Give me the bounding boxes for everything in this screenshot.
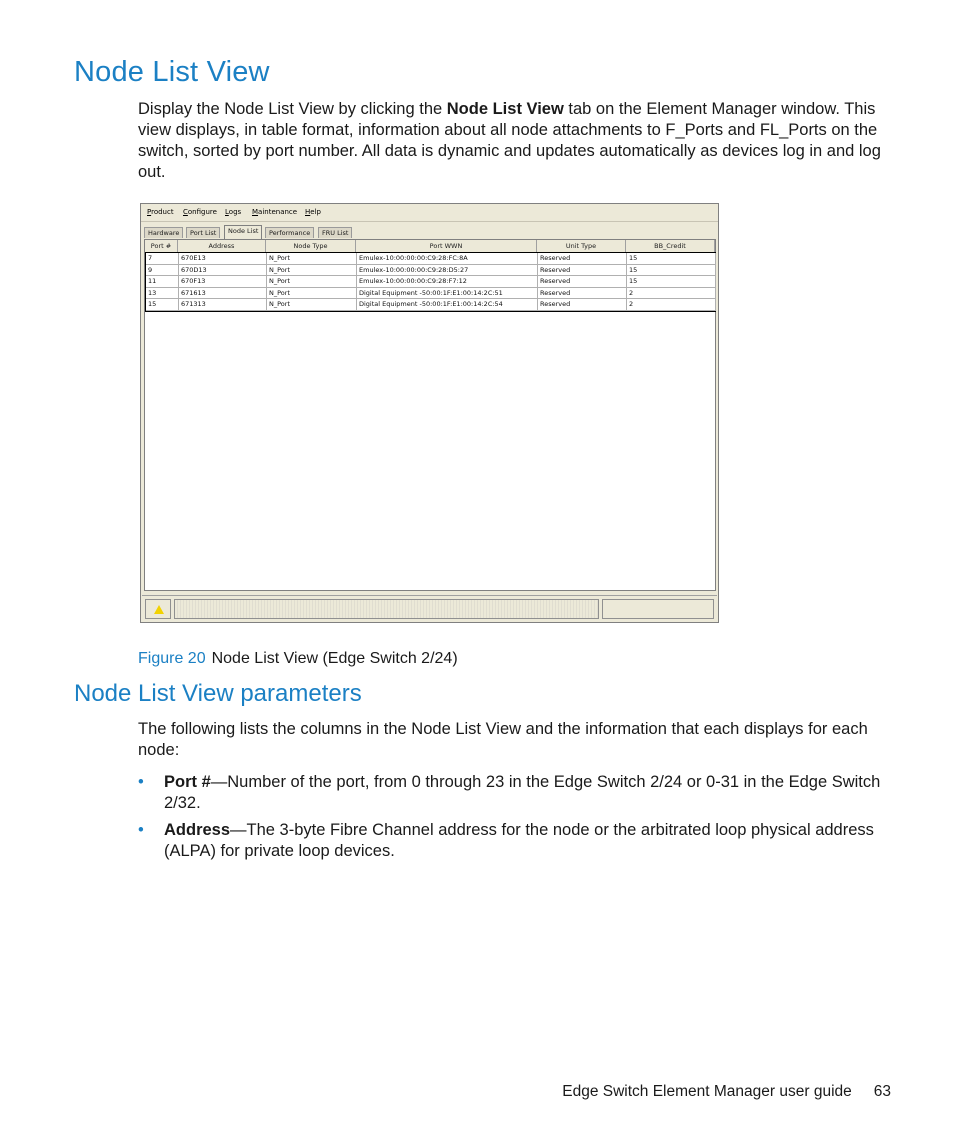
list-item-term: Address bbox=[164, 821, 231, 839]
column-header-port[interactable]: Port # bbox=[145, 240, 178, 252]
menu-configure[interactable]: Configure bbox=[183, 208, 217, 216]
intro-text-post: tab on the Element Manager window. This view displays, in table format, information about all node attachments to F_Ports and FL_Ports on the switch, sorted by port number. All data is dynamic and updates automatically as devices log in and log out. bbox=[138, 100, 881, 181]
menu-maintenance[interactable]: Maintenance bbox=[252, 208, 298, 216]
cell-node-type: N_Port bbox=[267, 265, 357, 276]
cell-address: 671613 bbox=[179, 288, 267, 299]
cell-bb-credit: 15 bbox=[627, 265, 716, 276]
tab-performance[interactable]: Performance bbox=[265, 227, 314, 238]
status-bar bbox=[142, 595, 717, 622]
page-number: 63 bbox=[873, 1083, 891, 1100]
list-item-body bbox=[164, 820, 894, 862]
cell-port-wwn: Emulex-10:00:00:00:C9:28:FC:8A bbox=[357, 253, 538, 264]
status-message-field bbox=[174, 599, 599, 619]
tab-port-list[interactable]: Port List bbox=[186, 227, 220, 238]
cell-unit-type: Reserved bbox=[538, 288, 627, 299]
list-item-body bbox=[164, 772, 894, 814]
cell-node-type: N_Port bbox=[267, 288, 357, 299]
section-heading: Node List View parameters bbox=[74, 680, 362, 707]
table-body bbox=[145, 252, 716, 312]
cell-node-type: N_Port bbox=[267, 253, 357, 264]
page-heading: Node List View bbox=[74, 56, 270, 88]
cell-bb-credit: 15 bbox=[627, 253, 716, 264]
column-header-port-wwn[interactable]: Port WWN bbox=[356, 240, 537, 252]
column-header-bb-credit[interactable]: BB_Credit bbox=[626, 240, 715, 252]
bullet-marker: • bbox=[138, 773, 144, 791]
menu-bar bbox=[141, 204, 718, 222]
cell-unit-type: Reserved bbox=[538, 265, 627, 276]
footer-title: Edge Switch Element Manager user guide bbox=[562, 1083, 852, 1100]
menu-help[interactable]: Help bbox=[305, 208, 321, 216]
intro-bold: Node List View bbox=[446, 100, 564, 118]
cell-port-wwn: Emulex-10:00:00:00:C9:28:D5:27 bbox=[357, 265, 538, 276]
cell-address: 670E13 bbox=[179, 253, 267, 264]
cell-port: 9 bbox=[146, 265, 179, 276]
params-intro: The following lists the columns in the Node List View and the information that each displays for each node: bbox=[138, 720, 868, 759]
cell-port-wwn: Digital Equipment -50:00:1F:E1:00:14:2C:54 bbox=[357, 299, 538, 310]
cell-unit-type: Reserved bbox=[538, 253, 627, 264]
intro-paragraph bbox=[138, 99, 898, 183]
cell-address: 671313 bbox=[179, 299, 267, 310]
cell-bb-credit: 2 bbox=[627, 288, 716, 299]
cell-port-wwn: Digital Equipment -50:00:1F:E1:00:14:2C:51 bbox=[357, 288, 538, 299]
cell-node-type: N_Port bbox=[267, 299, 357, 310]
list-item-text: —Number of the port, from 0 through 23 in the Edge Switch 2/24 or 0-31 in the Edge Switch 2/32. bbox=[164, 773, 881, 812]
tab-node-list[interactable]: Node List bbox=[224, 225, 262, 239]
cell-unit-type: Reserved bbox=[538, 276, 627, 287]
list-item-term: Port # bbox=[164, 773, 211, 791]
cell-port: 7 bbox=[146, 253, 179, 264]
figure-number: Figure 20 bbox=[138, 650, 206, 667]
page-footer bbox=[562, 1083, 891, 1101]
cell-bb-credit: 2 bbox=[627, 299, 716, 310]
cell-port: 15 bbox=[146, 299, 179, 310]
column-header-node-type[interactable]: Node Type bbox=[266, 240, 356, 252]
cell-node-type: N_Port bbox=[267, 276, 357, 287]
status-warning-box[interactable] bbox=[145, 599, 171, 619]
table-row[interactable] bbox=[146, 288, 716, 300]
cell-port: 13 bbox=[146, 288, 179, 299]
menu-logs[interactable]: Logs bbox=[225, 208, 242, 216]
node-list-pane bbox=[144, 239, 716, 591]
warning-icon bbox=[154, 605, 164, 614]
intro-text-pre: Display the Node List View by clicking the bbox=[138, 100, 447, 118]
menu-product[interactable]: Product bbox=[147, 208, 174, 216]
table-row[interactable] bbox=[146, 265, 716, 277]
bullet-marker: • bbox=[138, 821, 144, 839]
tab-fru-list[interactable]: FRU List bbox=[318, 227, 352, 238]
cell-port: 11 bbox=[146, 276, 179, 287]
cell-bb-credit: 15 bbox=[627, 276, 716, 287]
figure-title: Node List View (Edge Switch 2/24) bbox=[211, 650, 458, 667]
cell-port-wwn: Emulex-10:00:00:00:C9:28:F7:12 bbox=[357, 276, 538, 287]
status-secondary-field bbox=[602, 599, 714, 619]
list-item-text: —The 3-byte Fibre Channel address for the node or the arbitrated loop physical address (ALPA) for private loop devices. bbox=[164, 821, 874, 860]
element-manager-window-screenshot bbox=[140, 203, 719, 623]
table-row[interactable] bbox=[146, 276, 716, 288]
tab-hardware[interactable]: Hardware bbox=[144, 227, 183, 238]
figure-caption bbox=[138, 650, 458, 668]
table-row[interactable] bbox=[146, 299, 716, 311]
column-header-address[interactable]: Address bbox=[178, 240, 266, 252]
table-row[interactable] bbox=[146, 253, 716, 265]
cell-address: 670D13 bbox=[179, 265, 267, 276]
cell-address: 670F13 bbox=[179, 276, 267, 287]
column-header-unit-type[interactable]: Unit Type bbox=[537, 240, 626, 252]
cell-unit-type: Reserved bbox=[538, 299, 627, 310]
